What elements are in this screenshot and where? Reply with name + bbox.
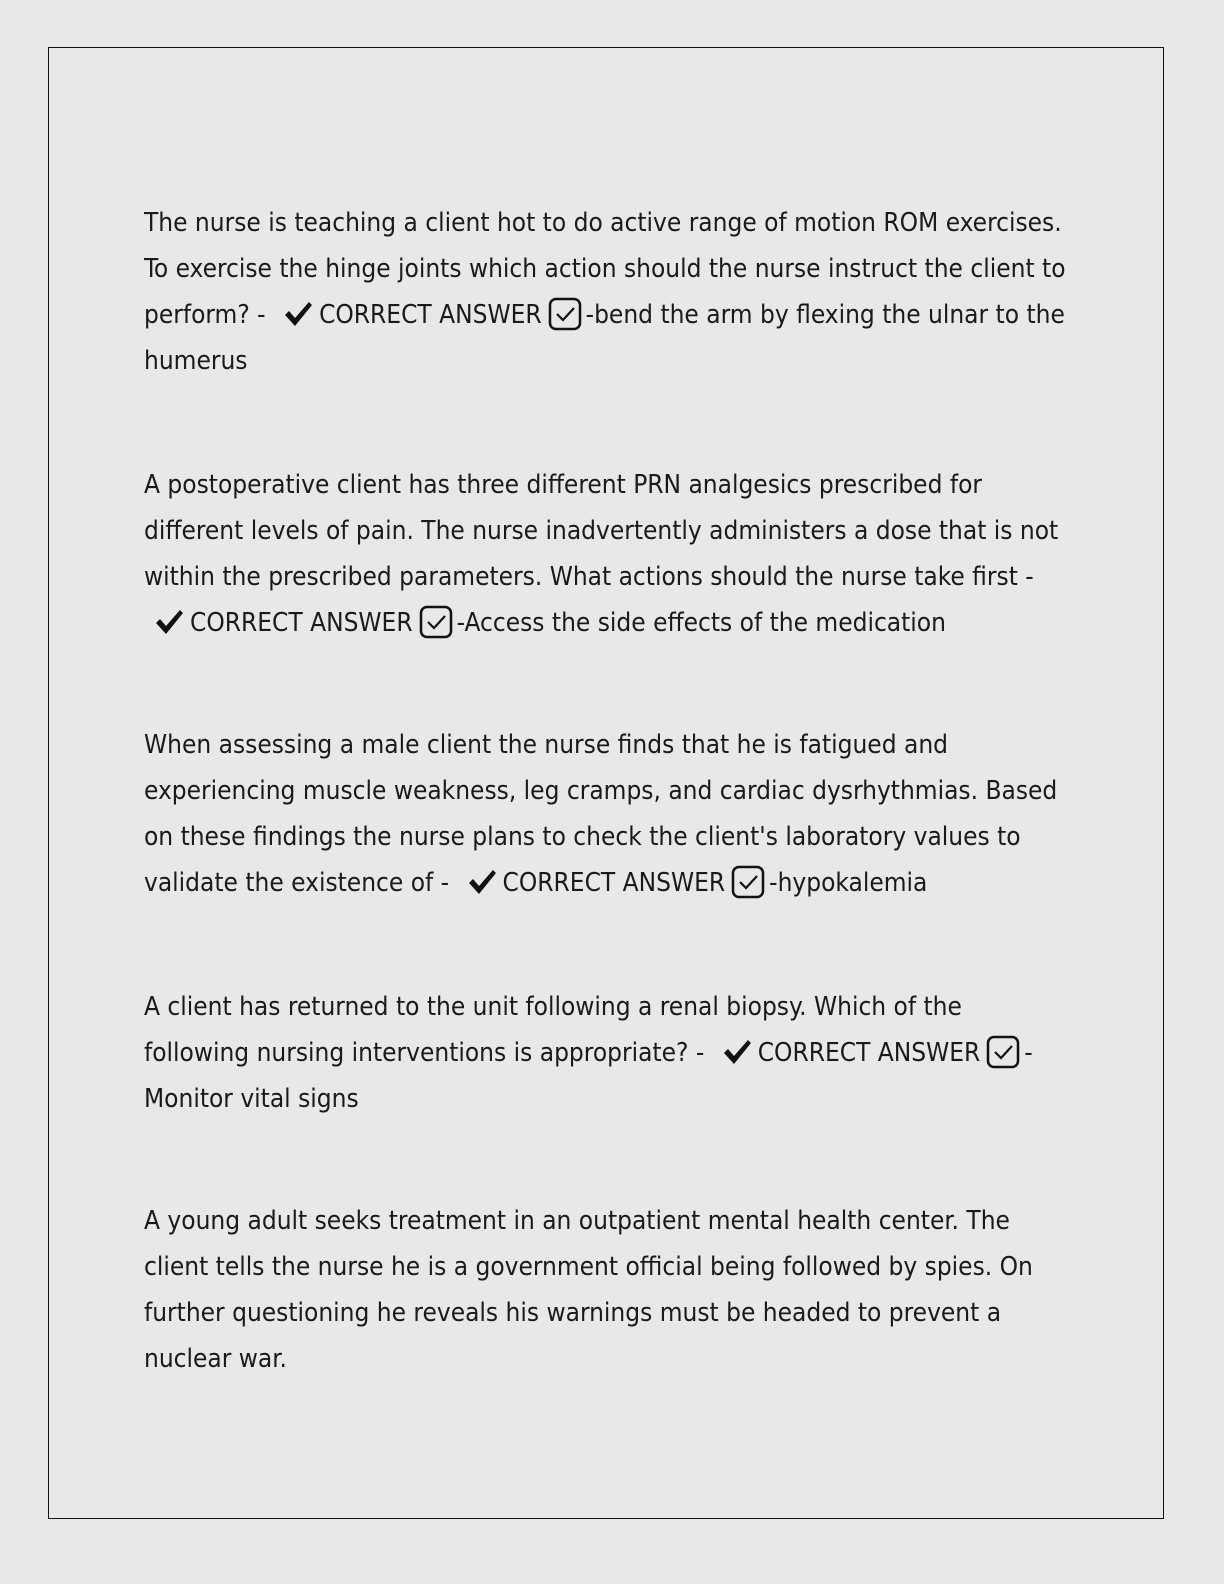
checkmark-icon: [283, 300, 313, 328]
question-text: A young adult seeks treatment in an outpatient mental health center. The client tells the nurse he is a government official being followed by spies. On further questioning he reveals his warnings must be headed to prevent a nuclear war.: [144, 1206, 1033, 1374]
qa-item: [144, 200, 1074, 384]
correct-answer-label: CORRECT ANSWER: [502, 868, 726, 898]
qa-item: [144, 1198, 1074, 1382]
qa-item: [144, 462, 1074, 646]
qa-item: [144, 984, 1074, 1122]
question-text: The nurse is teaching a client hot to do active range of motion ROM exercises. To exercise the hinge joints which action should the nurse instruct the client to perform? -: [144, 208, 1066, 330]
checkbox-checked-icon: [986, 1035, 1020, 1069]
answer-text: -Monitor vital signs: [144, 1038, 1033, 1114]
question-text: When assessing a male client the nurse finds that he is fatigued and experiencing muscle weakness, leg cramps, and cardiac dysrhythmias. Based on these findings the nurse plans to check the client's laboratory values to validate the existence of -: [144, 730, 1058, 898]
checkmark-icon: [154, 608, 184, 636]
checkbox-checked-icon: [419, 605, 453, 639]
correct-answer-label: CORRECT ANSWER: [319, 300, 542, 330]
qa-list: [144, 200, 1074, 1382]
qa-item: [144, 722, 1074, 906]
question-text: A postoperative client has three different PRN analgesics prescribed for different levels of pain. The nurse inadvertently administers a dose that is not within the prescribed parameters. What actions should the nurse take first -: [144, 470, 1059, 592]
correct-answer-label: CORRECT ANSWER: [190, 608, 413, 638]
answer-text: -Access the side effects of the medication: [456, 608, 946, 638]
checkbox-checked-icon: [731, 865, 765, 899]
answer-text: -bend the arm by flexing the ulnar to the humerus: [144, 300, 1065, 376]
checkmark-icon: [467, 868, 497, 896]
question-text: A client has returned to the unit following a renal biopsy. Which of the following nursing interventions is appropriate? -: [144, 992, 962, 1068]
correct-answer-label: CORRECT ANSWER: [757, 1038, 981, 1068]
answer-text: -hypokalemia: [769, 868, 928, 898]
checkmark-icon: [722, 1038, 752, 1066]
checkbox-checked-icon: [548, 297, 582, 331]
